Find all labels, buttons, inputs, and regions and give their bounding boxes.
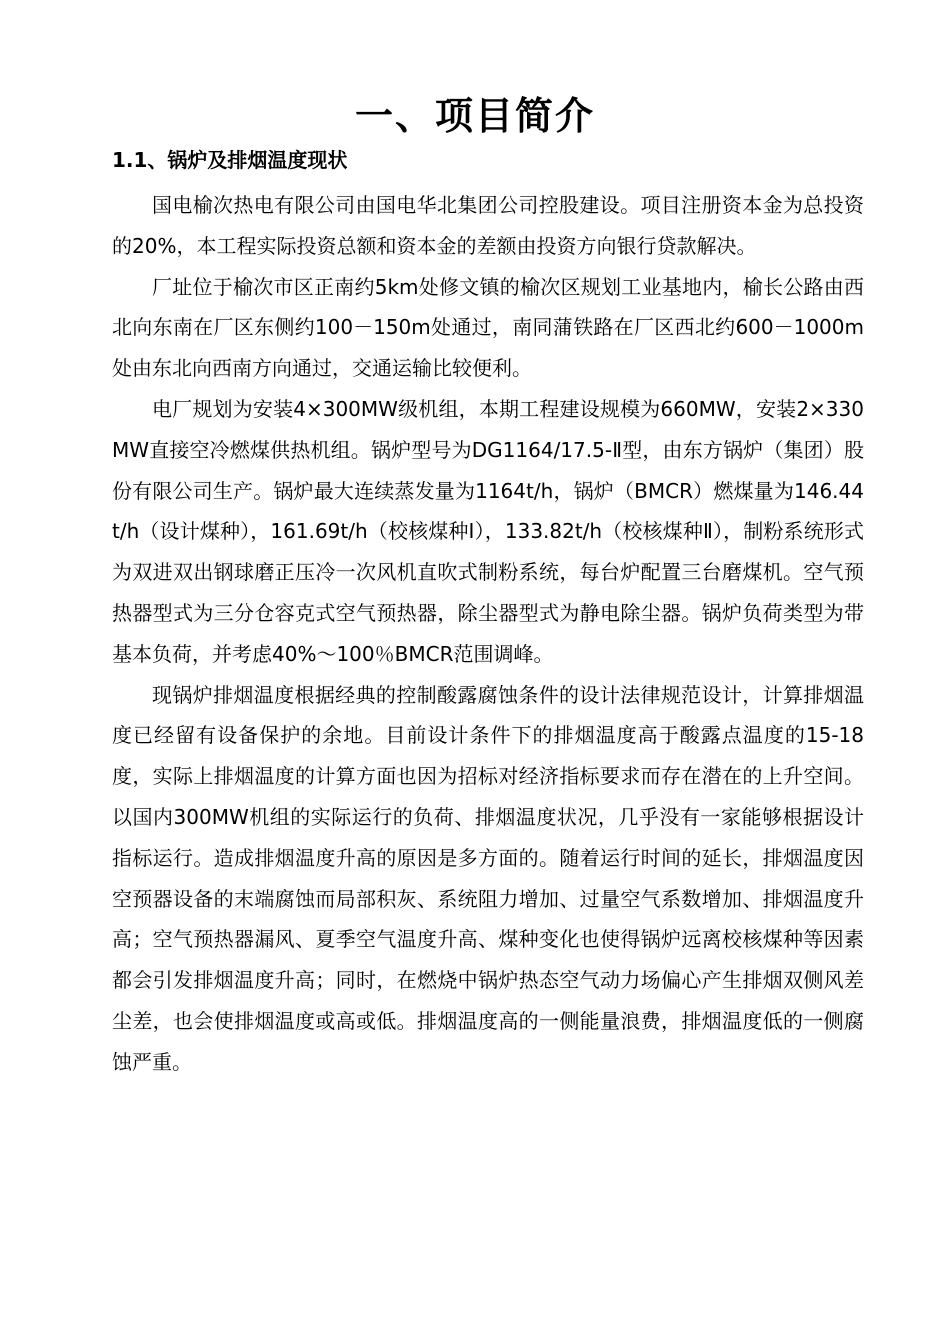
paragraph-plant-location: 厂址位于榆次市区正南约5km处修文镇的榆次区规划工业基地内，榆长公路由西北向东南在厂区东侧约100－150m处通过，南同蒲铁路在厂区西北约600－1000m处由东北向西南方向通过，交通运输比较便利。 [112, 274, 864, 381]
paragraph-exhaust-temperature: 现锅炉排烟温度根据经典的控制酸露腐蚀条件的设计法律规范设计，计算排烟温度已经留有设备保护的余地。目前设计条件下的排烟温度高于酸露点温度的15-18度，实际上排烟温度的计算方面也因为招标对经济指标要求而存在潜在的上升空间。以国内300MW机组的实际运行的负荷、排烟温度状况，几乎没有一家能够根据设计指标运行。造成排烟温度升高的原因是多方面的。随着运行时间的延长，排烟温度因空预器设备的末端腐蚀而局部积灰、系统阻力增加、过量空气系数增加、排烟温度升高；空气预热器漏风、夏季空气温度升高、煤种变化也使得锅炉远离校核煤种等因素都会引发排烟温度升高；同时，在燃烧中锅炉热态空气动力场偏心产生排烟双侧风差尘差，也会使排烟温度或高或低。排烟温度高的一侧能量浪费，排烟温度低的一侧腐蚀严重。 [112, 682, 864, 1074]
section-body [112, 185, 864, 1083]
document-title: 一、项目简介 [354, 93, 595, 138]
paragraph-company-investment: 国电榆次热电有限公司由国电华北集团公司控股建设。项目注册资本金为总投资的20%，本工程实际投资总额和资本金的差额由投资方向银行贷款解决。 [112, 193, 864, 258]
section-heading: 1.1、锅炉及排烟温度现状 [112, 148, 348, 172]
paragraph-boiler-specifications: 电厂规划为安装4×300MW级机组，本期工程建设规模为660MW，安装2×330MW直接空冷燃煤供热机组。锅炉型号为DG1164/17.5-Ⅱ型，由东方锅炉（集团）股份有限公司生产。锅炉最大连续蒸发量为1164t/h，锅炉（BMCR）燃煤量为146.44t/h（设计煤种），161.69t/h（校核煤种Ⅰ），133.82t/h（校核煤种Ⅱ），制粉系统形式为双进双出钢球磨正压冷一次风机直吹式制粉系统，每台炉配置三台磨煤机。空气预热器型式为三分仓容克式空气预热器，除尘器型式为静电除尘器。锅炉负荷类型为带基本负荷，并考虑40%～100％BMCR范围调峰。 [112, 396, 864, 666]
